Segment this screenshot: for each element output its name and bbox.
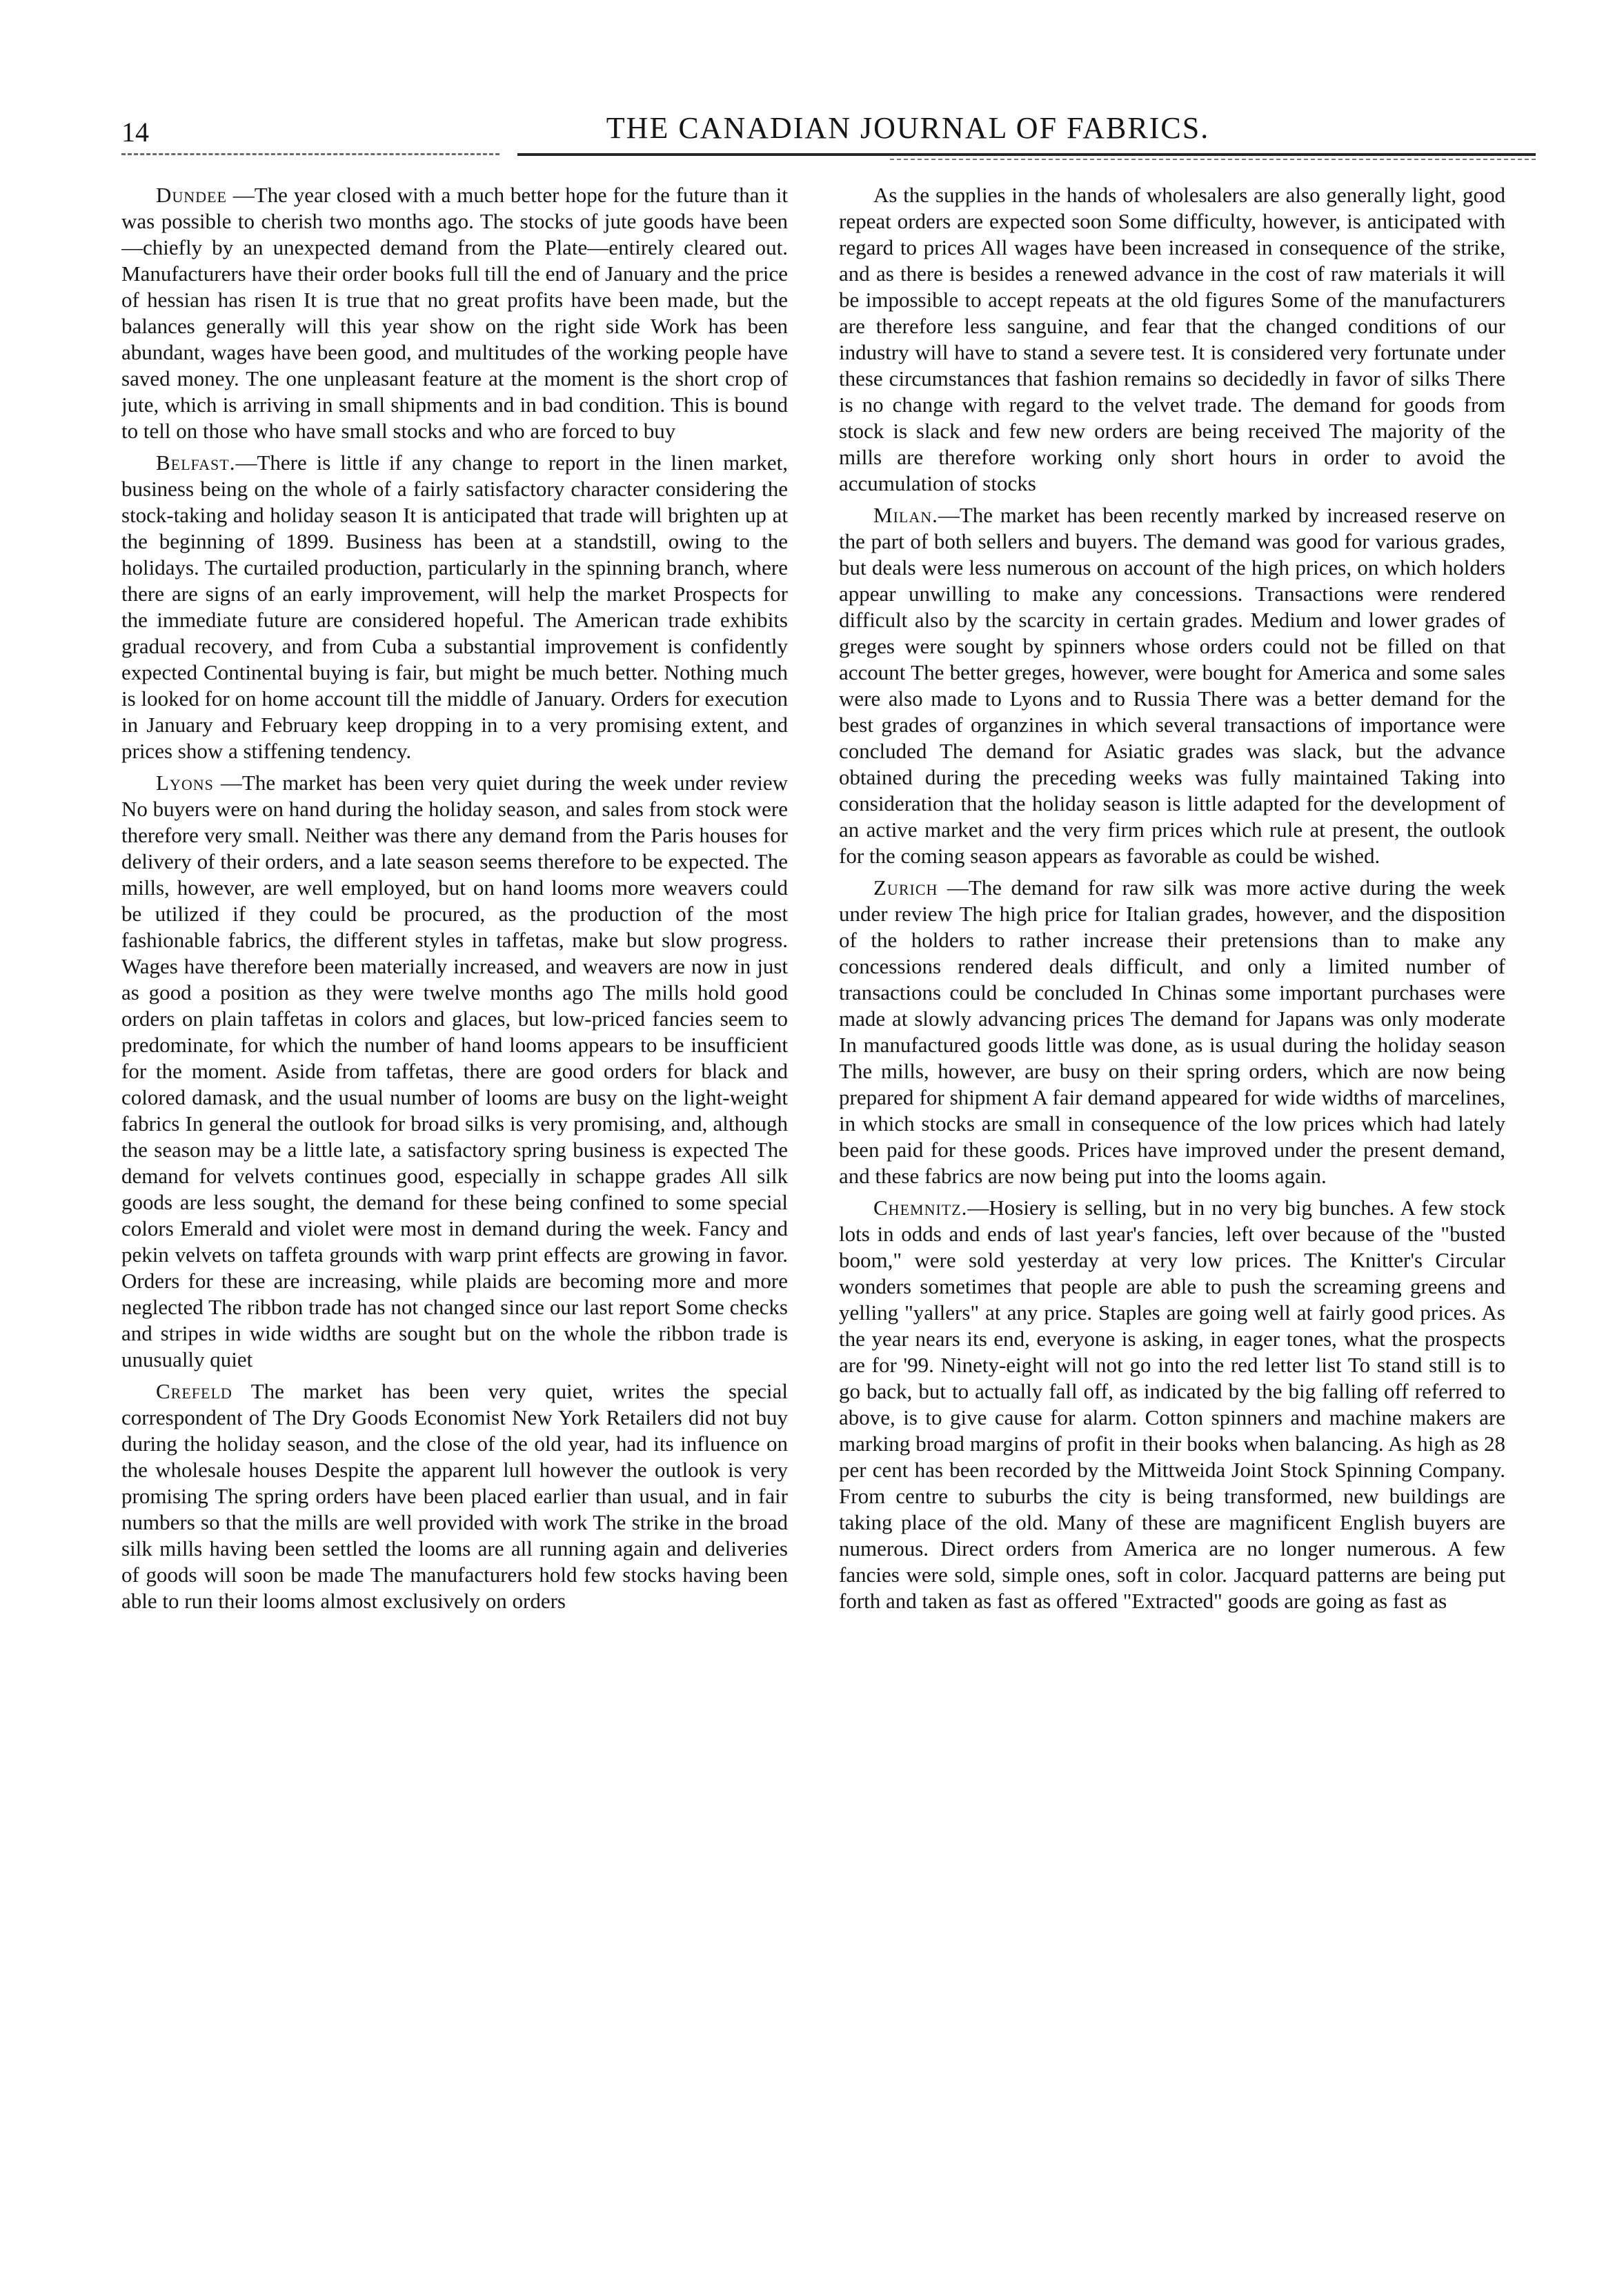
page-number: 14 <box>121 117 149 148</box>
header-rule-dashed <box>121 153 499 155</box>
paragraph-text: —There is little if any change to report in the linen market, business being on the whole of a fairly satisfactory character considering the stock-taking and holiday season It is anticipated that trade will brighten up at the beginning of 1899. Business has been at a standstill, owing to the holidays. The curtailed production, particularly in the spinning branch, where there are signs of an early improvement, will help the market Prospects for the immediate future are considered hopeful. The American trade exhibits gradual recovery, and from Cuba a substantial improvement is confidently expected Continental buying is fair, but might be much better. Nothing much is looked for on home account till the middle of January. Orders for execution in January and February keep dropping in to a very promising extent, and prices show a stiffening tendency. <box>121 450 788 763</box>
place-heading: Milan. <box>873 503 938 527</box>
left-column <box>121 182 788 2224</box>
paragraph-text: —The year closed with a much better hope for the future than it was possible to cherish two months ago. The stocks of jute goods have been—chiefly by an unexpected demand from the Plate—entirely cleared out. Manufacturers have their order books full till the end of January and the price of hessian has risen It is true that no great profits have been made, but the balances generally will this year show on the right side Work has been abundant, wages have been good, and multitudes of the working people have saved money. The one unpleasant feature at the moment is the short crop of jute, which is arriving in small shipments and in bad condition. This is bound to tell on those who have small stocks and who are forced to buy <box>121 183 788 443</box>
header-rule <box>517 153 1536 156</box>
paragraph-text: The market has been very quiet, writes the special correspondent of The Dry Goods Economist New York Retailers did not buy during the holiday season, and the close of the old year, had its influence on the wholesale houses Despite the apparent lull however the outlook is very promising The spring orders have been placed earlier than usual, and in fair numbers so that the mills are well provided with work The strike in the broad silk mills having been settled the looms are all running again and deliveries of goods will soon be made The manufacturers hold few stocks having been able to run their looms almost exclusively on orders <box>121 1379 788 1613</box>
paragraph-text: —The market has been very quiet during the week under review No buyers were on hand during the holiday season, and sales from stock were therefore very small. Neither was there any demand from the Paris houses for delivery of their orders, and a late season seems therefore to be expected. The mills, however, are well employed, but on hand looms more weavers could be utilized if they could be procured, as the production of the most fashionable fabrics, the different styles in taffetas, make but slow progress. Wages have therefore been materially increased, and weavers are now in just as good a position as they were twelve months ago The mills hold good orders on plain taffetas in colors and glaces, but low-priced fancies seem to predominate, for which the number of hand looms appears to be insufficient for the moment. Aside from taffetas, there are good orders for black and colored damask, and the usual number of looms are busy on the light-weight fabrics In general the outlook for broad silks is very promising, and, although the season may be a little late, a satisfactory spring business is expected The demand for velvets continues good, especially in schappe grades All silk goods are less sought, the demand for these being confined to some special colors Emerald and violet were most in demand during the week. Fancy and pekin velvets on taffeta grounds with warp print effects are growing in favor. Orders for these are increasing, while plaids are becoming more and more neglected The ribbon trade has not changed since our last report Some checks and stripes in wide widths are sought but on the whole the ribbon trade is unusually quiet <box>121 771 788 1371</box>
paragraph-chemnitz <box>839 1195 1505 1614</box>
page-header <box>121 110 1536 159</box>
paragraph-text: —Hosiery is selling, but in no very big bunches. A few stock lots in odds and ends of last year's fancies, left over because of the "busted boom," were sold yesterday at very low prices. The Knitter's Circular wonders sometimes that people are able to push the screaming greens and yelling "yallers" at any price. Staples are going well at fairly good prices. As the year nears its end, everyone is asking, in eager tones, what the prospects are for '99. Ninety-eight will not go into the red letter list To stand still is to go back, but to actually fall off, as indicated by the big falling off referred to above, is to give cause for alarm. Cotton spinners and machine makers are marking broad margins of profit in their books when balancing. As high as 28 per cent has been recorded by the Mittweida Joint Stock Spinning Company. From centre to suburbs the city is being transformed, new buildings are taking place of the old. Many of these are magnificent English buyers are numerous. Direct orders from America are no longer numerous. A few fancies were sold, simple ones, soft in color. Jacquard patterns are being put forth and taken as fast as offered "Extracted" goods are going as fast as <box>839 1196 1505 1613</box>
paragraph-text: As the supplies in the hands of wholesalers are also generally light, good repeat orders are expected soon Some difficulty, however, is anticipated with regard to prices All wages have been increased in consequence of the strike, and as there is besides a renewed advance in the cost of raw materials it will be impossible to accept repeats at the old figures Some of the manufacturers are therefore less sanguine, and fear that the changed conditions of our industry will have to stand a severe test. It is considered very fortunate under these circumstances that fashion remains so decidedly in favor of silks There is no change with regard to the velvet trade. The demand for goods from stock is slack and few new orders are being received The majority of the mills are therefore working only short hours in order to avoid the accumulation of stocks <box>839 183 1505 495</box>
paragraph-zurich <box>839 875 1505 1189</box>
paragraph-dundee <box>121 182 788 444</box>
right-column <box>839 182 1505 2224</box>
place-heading: Chemnitz. <box>873 1196 968 1220</box>
paragraph-text: —The market has been recently marked by increased reserve on the part of both sellers and buyers. The demand was good for various grades, but deals were less numerous on account of the high prices, on which holders appear unwilling to make any concessions. Transactions were rendered difficult also by the scarcity in certain grades. Medium and lower grades of greges were sought by spinners whose orders could not be filled on that account The better greges, however, were bought for America and some sales were also made to Lyons and to Russia There was a better demand for the best grades of organzines in which several transactions of importance were concluded The demand for Asiatic grades was slack, but the advance obtained during the preceding weeks was fully maintained Taking into consideration that the holiday season is little adapted for the development of an active market and the very firm prices which rule at present, the outlook for the coming season appears as favorable as could be wished. <box>839 503 1505 868</box>
paragraph-crefeld <box>121 1378 788 1614</box>
paragraph-belfast <box>121 450 788 764</box>
header-rule-secondary <box>890 159 1536 160</box>
place-heading: Zurich <box>873 875 938 900</box>
paragraph-text: —The demand for raw silk was more active during the week under review The high price for Italian grades, however, and the disposition of the holders to rather increase their pretensions than to make any concessions rendered deals difficult, and only a limited number of transactions could be concluded In Chinas some important purchases were made at slowly advancing prices The demand for Japans was only moderate In manufactured goods little was done, as is usual during the holiday season The mills, however, are busy on their spring orders, which are now being prepared for shipment A fair demand appeared for wide widths of marcelines, in which stocks are small in consequence of the low prices which had lately been paid for these goods. Prices have improved under the present demand, and these fabrics are now being put into the looms again. <box>839 875 1505 1188</box>
paragraph-milan <box>839 502 1505 869</box>
paragraph-lyons <box>121 770 788 1373</box>
running-title: THE CANADIAN JOURNAL OF FABRICS. <box>606 111 1210 145</box>
place-heading: Dundee <box>156 183 227 207</box>
place-heading: Crefeld <box>156 1379 232 1403</box>
paragraph-crefeld-continued <box>839 182 1505 497</box>
place-heading: Lyons <box>156 771 214 795</box>
place-heading: Belfast. <box>156 450 236 475</box>
